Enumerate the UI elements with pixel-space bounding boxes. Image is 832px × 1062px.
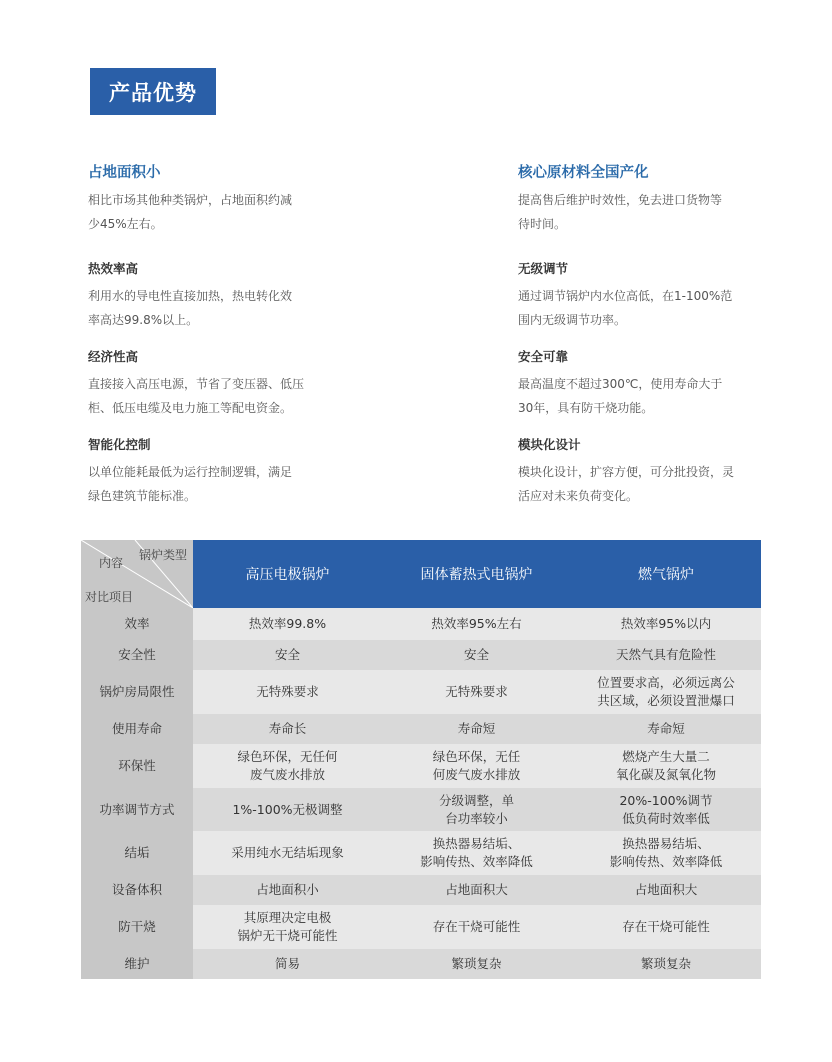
cell-line: 存在干烧可能性 xyxy=(432,919,521,934)
table-cell xyxy=(382,608,571,640)
feature-title: 无级调节 xyxy=(518,261,569,276)
table-cell xyxy=(571,875,761,905)
feature-economical xyxy=(88,348,318,420)
cell-line: 低负荷时效率低 xyxy=(622,810,710,826)
cell-text xyxy=(464,646,489,664)
row-label: 环保性 xyxy=(81,744,193,788)
table-cell xyxy=(382,670,571,714)
cell-line: 安全 xyxy=(274,647,300,662)
cell-text xyxy=(431,615,521,633)
cell-text xyxy=(622,918,710,936)
cell-text xyxy=(610,835,723,871)
cell-line: 分级调整，单 xyxy=(438,792,514,808)
cell-line: 寿命短 xyxy=(647,721,685,736)
corner-label-content: 内容 xyxy=(99,556,124,570)
feature-desc: 相比市场其他种类锅炉，占地面积约减 少45%左右。 xyxy=(88,193,293,231)
table-row xyxy=(81,714,761,744)
table-cell xyxy=(571,744,761,788)
feature-title: 模块化设计 xyxy=(518,437,581,452)
table-cell xyxy=(571,788,761,831)
header-solid-storage-electric-boiler: 固体蓄热式电锅炉 xyxy=(382,540,571,608)
table-cell xyxy=(193,905,382,949)
cell-text xyxy=(237,909,337,945)
row-label: 防干烧 xyxy=(81,905,193,949)
feature-title: 经济性高 xyxy=(88,349,139,364)
cell-line: 台功率较小 xyxy=(445,810,508,826)
table-cell xyxy=(571,670,761,714)
feature-smart-control xyxy=(88,436,318,508)
table-cell xyxy=(193,670,382,714)
cell-line: 寿命长 xyxy=(268,721,307,736)
table-cell xyxy=(571,831,761,875)
cell-line: 存在干烧可能性 xyxy=(622,919,710,934)
feature-small-footprint xyxy=(88,164,318,236)
cell-line: 1%-100%无极调整 xyxy=(232,801,343,817)
feature-desc: 提高售后维护时效性，免去进口货物等 待时间。 xyxy=(518,193,723,231)
row-label: 设备体积 xyxy=(81,875,193,905)
feature-domestic-materials xyxy=(518,164,748,236)
cell-line: 繁琐复杂 xyxy=(451,956,502,971)
cell-text xyxy=(256,683,319,701)
row-label: 使用寿命 xyxy=(81,714,193,744)
cell-line: 换热器易结垢、 xyxy=(622,836,710,851)
table-row xyxy=(81,905,761,949)
cell-text xyxy=(445,683,508,701)
feature-modular-design xyxy=(518,436,748,508)
table-body xyxy=(81,608,761,979)
table-cell xyxy=(193,788,382,831)
table-row xyxy=(81,788,761,831)
row-label: 维护 xyxy=(81,949,193,979)
table-cell xyxy=(382,714,571,744)
cell-text xyxy=(275,955,300,973)
table-header-row xyxy=(81,540,761,608)
feature-stepless-regulation xyxy=(518,260,748,332)
feature-desc: 以单位能耗最低为运行控制逻辑，满足 绿色建筑节能标准。 xyxy=(88,465,293,503)
cell-text xyxy=(439,792,514,828)
row-label: 锅炉房局限性 xyxy=(81,670,193,714)
comparison-table xyxy=(81,540,761,979)
table-cell xyxy=(382,640,571,670)
cell-line: 安全 xyxy=(463,647,489,662)
table-row xyxy=(81,744,761,788)
cell-line: 热效率95%左右 xyxy=(431,616,522,631)
cell-text xyxy=(621,615,711,633)
cell-line: 绿色环保，无任 xyxy=(432,749,521,764)
table-cell xyxy=(193,875,382,905)
cell-line: 无特殊要求 xyxy=(445,684,508,699)
cell-line: 其原理决定电极 xyxy=(243,910,332,925)
section-title: 产品优势 xyxy=(90,68,216,115)
cell-line: 位置要求高，必须远离公 xyxy=(597,675,735,690)
cell-line: 共区域，必须设置泄爆口 xyxy=(597,693,735,708)
header-gas-boiler: 燃气锅炉 xyxy=(571,540,761,608)
cell-text xyxy=(275,646,300,664)
feature-safe-reliable xyxy=(518,348,748,420)
cell-text xyxy=(237,748,337,784)
cell-line: 热效率95%以内 xyxy=(620,616,712,631)
corner-label-comparison-item: 对比项目 xyxy=(85,590,134,604)
feature-high-efficiency xyxy=(88,260,318,332)
cell-text xyxy=(616,646,716,664)
cell-line: 热效率99.8% xyxy=(248,616,327,631)
table-cell xyxy=(193,608,382,640)
feature-title: 核心原材料全国产化 xyxy=(518,165,649,181)
feature-desc: 利用水的导电性直接加热，热电转化效 率高达99.8%以上。 xyxy=(88,289,293,327)
cell-text xyxy=(231,844,344,862)
cell-line: 锅炉无干烧可能性 xyxy=(237,928,338,943)
cell-line: 燃烧产生大量二 xyxy=(622,749,710,764)
table-cell xyxy=(382,905,571,949)
table-corner-cell xyxy=(81,540,193,608)
table-cell xyxy=(571,714,761,744)
corner-label-boiler-type: 锅炉类型 xyxy=(139,548,188,562)
row-label: 效率 xyxy=(81,608,193,640)
cell-text xyxy=(647,720,685,738)
feature-title: 占地面积小 xyxy=(88,165,161,181)
table-cell xyxy=(193,831,382,875)
cell-line: 寿命短 xyxy=(457,721,496,736)
feature-title: 热效率高 xyxy=(88,261,139,276)
cell-text xyxy=(445,881,508,899)
table-cell xyxy=(571,608,761,640)
cell-text xyxy=(249,615,326,633)
cell-text xyxy=(451,955,501,973)
table-row xyxy=(81,875,761,905)
cell-text xyxy=(232,801,342,819)
feature-title: 安全可靠 xyxy=(518,349,569,364)
cell-line: 绿色环保，无任何 xyxy=(237,749,338,764)
table-cell xyxy=(571,905,761,949)
feature-desc: 通过调节锅炉内水位高低，在1-100%范 围内无级调节功率。 xyxy=(518,289,733,327)
cell-text xyxy=(420,835,533,871)
cell-line: 占地面积小 xyxy=(256,882,319,897)
header-high-voltage-electrode-boiler: 高压电极锅炉 xyxy=(193,540,382,608)
table-row xyxy=(81,608,761,640)
cell-text xyxy=(458,720,496,738)
cell-line: 换热器易结垢、 xyxy=(432,836,521,851)
table-row xyxy=(81,640,761,670)
table-cell xyxy=(193,640,382,670)
cell-line: 影响传热、效率降低 xyxy=(609,854,723,869)
row-label: 功率调节方式 xyxy=(81,788,193,831)
cell-text xyxy=(597,674,735,710)
feature-title: 智能化控制 xyxy=(88,437,151,452)
cell-text xyxy=(635,881,698,899)
cell-line: 废气废水排放 xyxy=(249,767,325,782)
cell-text xyxy=(433,748,521,784)
feature-desc: 直接接入高压电源，节省了变压器、低压 柜、低压电缆及电力施工等配电资金。 xyxy=(88,377,305,415)
cell-line: 无特殊要求 xyxy=(256,684,319,699)
cell-line: 何废气废水排放 xyxy=(432,767,521,782)
cell-text xyxy=(433,918,521,936)
cell-line: 天然气具有危险性 xyxy=(615,647,716,662)
table-row xyxy=(81,949,761,979)
cell-text xyxy=(619,792,712,828)
table-cell xyxy=(382,949,571,979)
table-cell xyxy=(193,714,382,744)
table-cell xyxy=(571,640,761,670)
table-row xyxy=(81,670,761,714)
table-cell xyxy=(382,875,571,905)
row-label: 结垢 xyxy=(81,831,193,875)
feature-desc: 模块化设计，扩容方便，可分批投资，灵 活应对未来负荷变化。 xyxy=(518,465,735,503)
cell-text xyxy=(641,955,691,973)
cell-line: 占地面积大 xyxy=(634,882,698,897)
cell-line: 影响传热、效率降低 xyxy=(420,854,533,869)
table-cell xyxy=(382,744,571,788)
table-cell xyxy=(571,949,761,979)
cell-line: 占地面积大 xyxy=(445,882,508,897)
cell-text xyxy=(269,720,307,738)
cell-line: 繁琐复杂 xyxy=(640,956,691,971)
table-cell xyxy=(382,831,571,875)
cell-line: 采用纯水无结垢现象 xyxy=(231,845,344,860)
cell-line: 简易 xyxy=(274,956,300,971)
table-row xyxy=(81,831,761,875)
table-cell xyxy=(193,949,382,979)
cell-line: 20%-100%调节 xyxy=(619,792,713,808)
cell-text xyxy=(256,881,319,899)
table-cell xyxy=(193,744,382,788)
feature-desc: 最高温度不超过300℃，使用寿命大于 30年，具有防干烧功能。 xyxy=(518,377,723,415)
row-label: 安全性 xyxy=(81,640,193,670)
table-cell xyxy=(382,788,571,831)
cell-text xyxy=(616,748,716,784)
cell-line: 氧化碳及氮氧化物 xyxy=(615,767,716,782)
